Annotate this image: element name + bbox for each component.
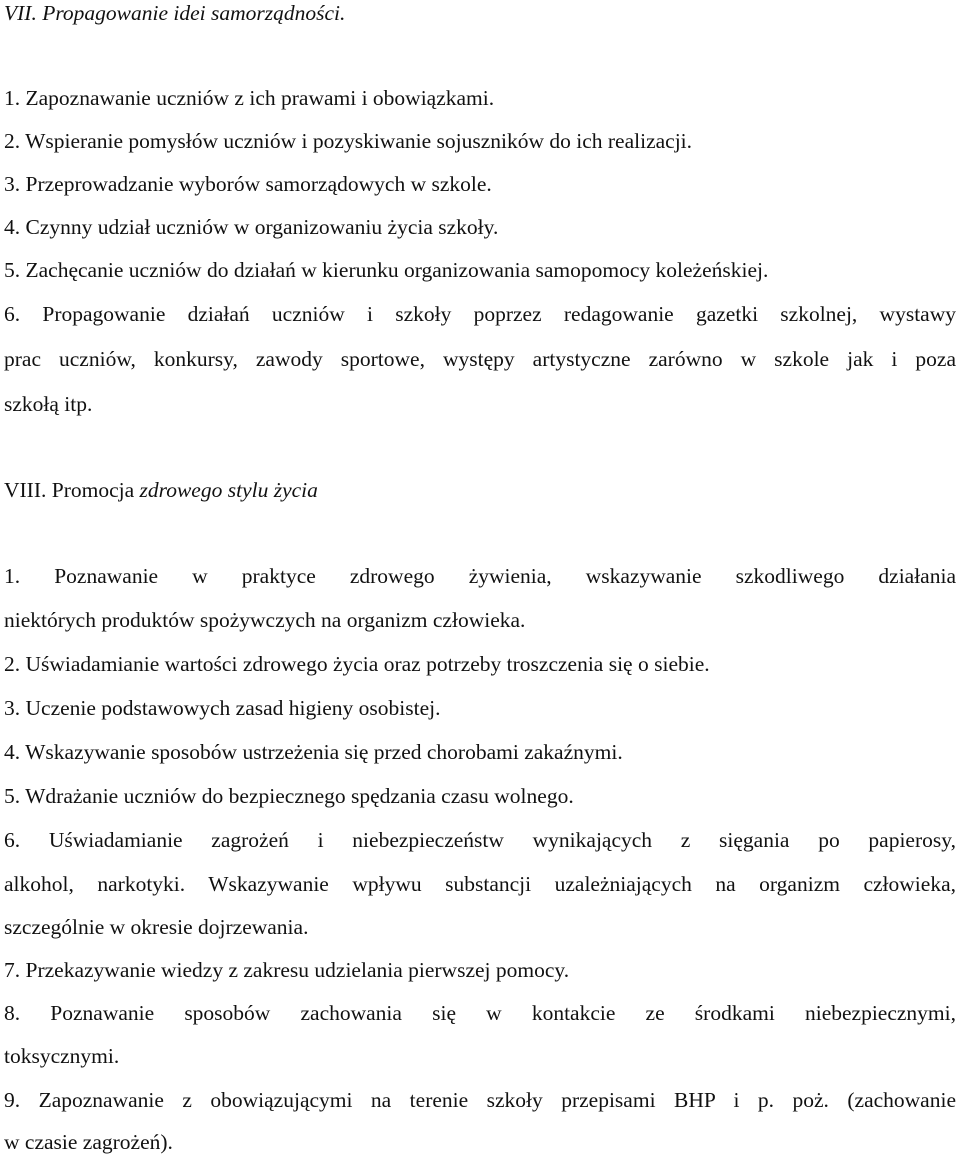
section-8-item-8-line-1: 8. Poznawanie sposobów zachowania się w kontakcie ze środkami niebezpiecznymi, [4, 1001, 956, 1025]
section-7-item-6-line-2: prac uczniów, konkursy, zawody sportowe, występy artystyczne zarówno w szkole jak i poza [4, 347, 956, 371]
section-8-heading-italic: zdrowego stylu życia [134, 478, 318, 502]
section-8-item-7: 7. Przekazywanie wiedzy z zakresu udzielania pierwszej pomocy. [4, 958, 570, 982]
section-7-item-6-line-3: szkołą itp. [4, 392, 93, 416]
section-7-heading [4, 0, 345, 28]
section-8-heading [4, 475, 318, 505]
section-8-item-6-line-1: 6. Uświadamianie zagrożeń i niebezpieczeństw wynikających z sięgania po papierosy, [4, 828, 956, 852]
section-7-item-1: 1. Zapoznawanie uczniów z ich prawami i obowiązkami. [4, 86, 495, 110]
section-7-item-6-line-1: 6. Propagowanie działań uczniów i szkoły poprzez redagowanie gazetki szkolnej, wystawy [4, 302, 956, 326]
section-8-item-4: 4. Wskazywanie sposobów ustrzeżenia się przed chorobami zakaźnymi. [4, 740, 623, 764]
section-8-item-8-line-2: toksycznymi. [4, 1044, 120, 1068]
section-8-item-9-line-2: w czasie zagrożeń). [4, 1130, 173, 1154]
section-8-item-5: 5. Wdrażanie uczniów do bezpiecznego spędzania czasu wolnego. [4, 784, 574, 808]
section-8-item-1-line-2: niektórych produktów spożywczych na organizm człowieka. [4, 608, 526, 632]
section-7-heading-text: VII. Propagowanie idei samorządności. [4, 1, 346, 25]
section-8-item-1-line-1: 1. Poznawanie w praktyce zdrowego żywienia, wskazywanie szkodliwego działania [4, 564, 956, 588]
section-8-item-6-line-3: szczególnie w okresie dojrzewania. [4, 915, 309, 939]
section-7-item-4: 4. Czynny udział uczniów w organizowaniu życia szkoły. [4, 215, 499, 239]
section-8-item-3: 3. Uczenie podstawowych zasad higieny osobistej. [4, 696, 441, 720]
section-8-item-9-line-1: 9. Zapoznawanie z obowiązującymi na terenie szkoły przepisami BHP i p. poż. (zachowanie [4, 1088, 956, 1112]
section-7-item-5: 5. Zachęcanie uczniów do działań w kierunku organizowania samopomocy koleżeńskiej. [4, 258, 769, 282]
section-7-item-2: 2. Wspieranie pomysłów uczniów i pozyskiwanie sojuszników do ich realizacji. [4, 129, 693, 153]
section-8-item-2: 2. Uświadamianie wartości zdrowego życia oraz potrzeby troszczenia się o siebie. [4, 652, 710, 676]
section-8-item-6-line-2: alkohol, narkotyki. Wskazywanie wpływu substancji uzależniających na organizm człowieka, [4, 872, 956, 896]
section-8-heading-lead: VIII. Promocja [4, 478, 135, 502]
section-7-item-3: 3. Przeprowadzanie wyborów samorządowych w szkole. [4, 172, 492, 196]
